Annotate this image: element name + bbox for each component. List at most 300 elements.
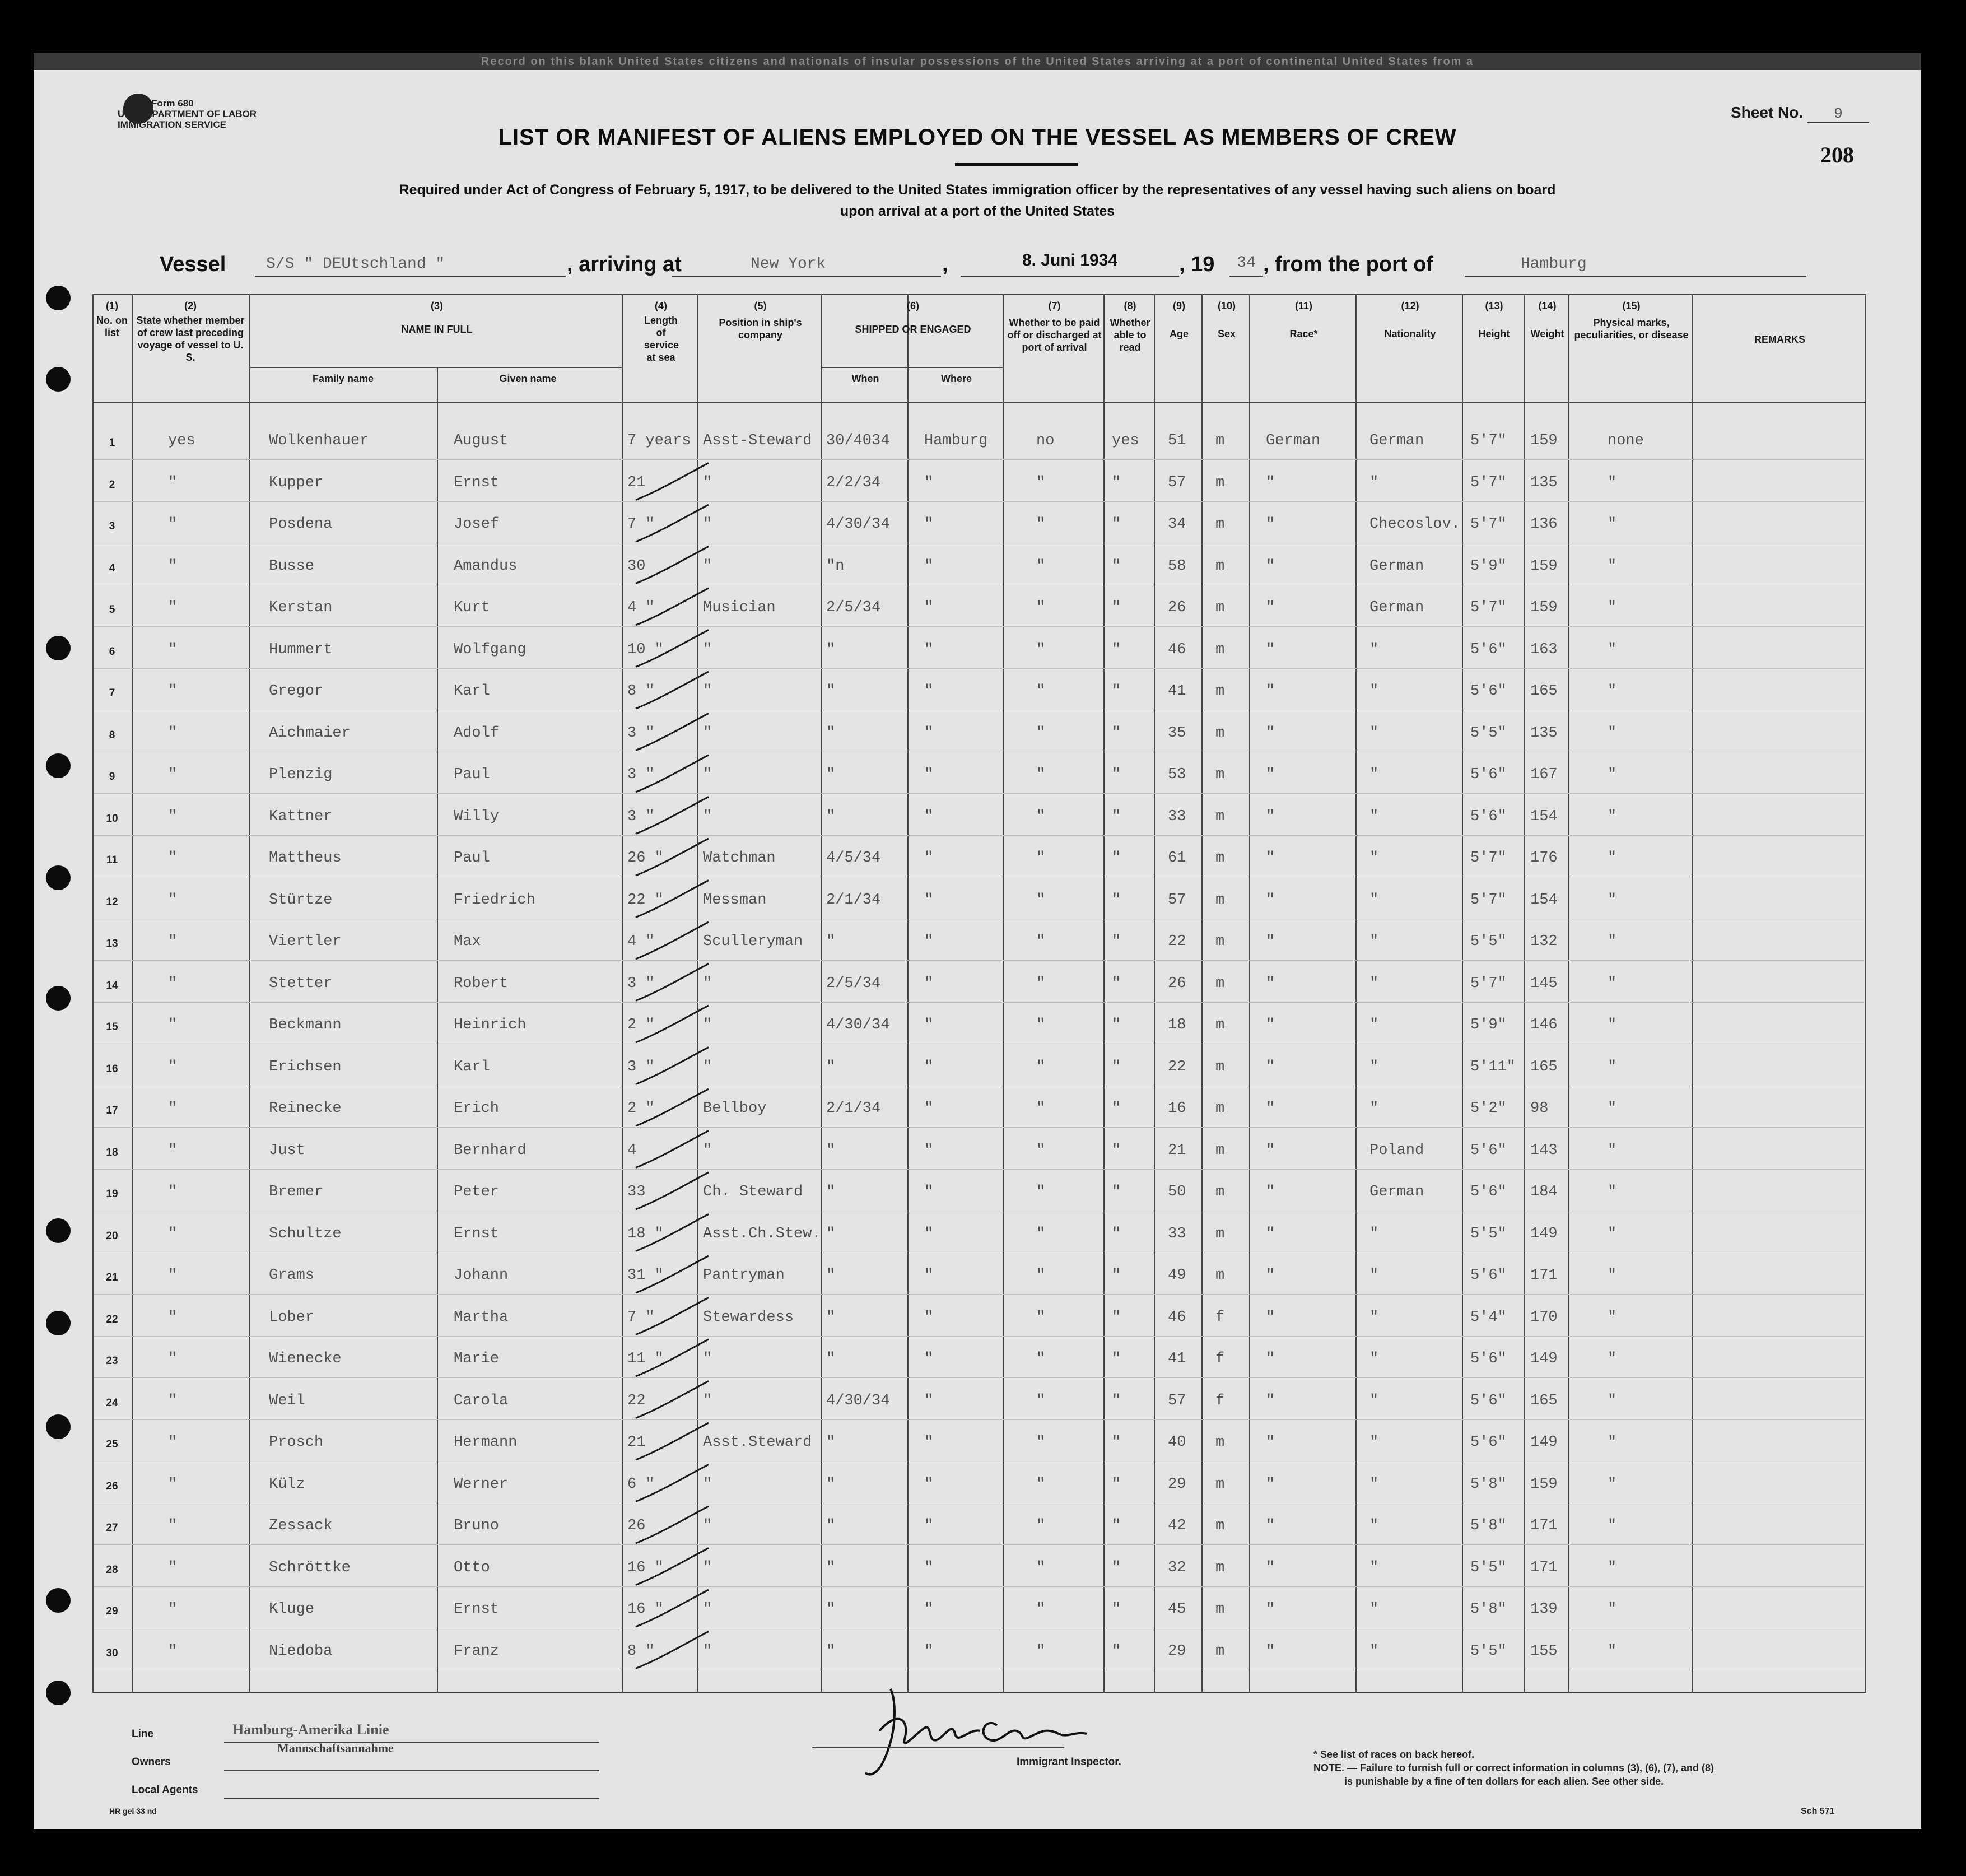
family-name-cell: Posdena (269, 516, 333, 533)
family-name-cell: Schröttke (269, 1559, 351, 1576)
form-number: Form 680 (151, 98, 194, 109)
shipped-when-cell: " (826, 1058, 836, 1076)
paid-off-cell: " (1036, 1601, 1046, 1618)
prev-voyage-cell: yes (168, 432, 195, 449)
shipped-where-cell: " (924, 724, 934, 742)
header-weight: (14) Weight (1530, 300, 1564, 339)
shipped-when-cell: " (826, 1225, 836, 1242)
height-cell: 5'6" (1470, 1392, 1507, 1409)
check-slash (636, 1172, 709, 1209)
height-cell: 5'5" (1470, 933, 1507, 950)
position-cell: " (703, 1351, 712, 1367)
arrival-date: 8. Juni 1934 (961, 251, 1179, 277)
service-length-cell: 3 " (627, 975, 655, 992)
arriving-value: New York (672, 252, 941, 277)
able-read-cell: " (1112, 1517, 1121, 1534)
physical-marks-cell: " (1608, 1351, 1617, 1367)
physical-marks-cell: " (1608, 557, 1617, 575)
shipped-where-cell: " (924, 557, 934, 575)
shipped-where-cell: " (924, 1225, 934, 1242)
race-cell: " (1266, 557, 1275, 575)
family-name-cell: Aichmaier (269, 724, 351, 742)
height-cell: 5'2" (1470, 1100, 1507, 1117)
race-cell: " (1266, 724, 1275, 742)
shipped-when-cell: 4/30/34 (826, 1392, 890, 1409)
age-cell: 33 (1168, 1225, 1186, 1242)
header-sex: (10) Sex (1217, 300, 1236, 339)
shipped-where-cell: " (924, 683, 934, 700)
position-cell: " (703, 1517, 712, 1534)
form-service: IMMIGRATION SERVICE (118, 119, 226, 130)
able-read-cell: yes (1112, 432, 1139, 449)
prev-voyage-cell: " (168, 1058, 178, 1076)
shipped-when-cell: " (826, 724, 836, 742)
age-cell: 26 (1168, 599, 1186, 616)
service-slash-marks (34, 53, 1921, 1829)
row-number: 25 (106, 1439, 118, 1450)
family-name-cell: Viertler (269, 933, 342, 950)
shipped-where-cell: " (924, 1517, 934, 1534)
sex-cell: m (1215, 1601, 1225, 1618)
header-race: (11) Race* (1289, 300, 1318, 339)
service-length-cell: 7 " (627, 1309, 655, 1326)
line-label: Line (132, 1728, 154, 1740)
service-length-cell: 21 (627, 1434, 646, 1451)
shipped-where-cell: " (924, 1434, 934, 1451)
position-cell: " (703, 1017, 712, 1034)
service-length-cell: 22 " (627, 891, 664, 909)
shipped-when-cell: 2/1/34 (826, 1100, 881, 1117)
prev-voyage-cell: " (168, 766, 178, 783)
sex-cell: m (1215, 1184, 1225, 1200)
race-cell: " (1266, 1642, 1275, 1660)
shipped-when-cell: 4/5/34 (826, 850, 881, 867)
able-read-cell: " (1112, 1642, 1121, 1660)
family-name-cell: Bremer (269, 1184, 324, 1200)
nationality-cell: " (1369, 1100, 1379, 1117)
row-number: 26 (106, 1480, 118, 1492)
race-cell: " (1266, 641, 1275, 658)
weight-cell: 170 (1530, 1309, 1558, 1326)
position-cell: Asst-Steward (703, 432, 812, 449)
sex-cell: m (1215, 1475, 1225, 1493)
weight-cell: 146 (1530, 1017, 1558, 1034)
given-name-cell: Friedrich (454, 891, 535, 909)
nationality-cell: " (1369, 1601, 1379, 1618)
shipped-where-cell: " (924, 1100, 934, 1117)
race-cell: " (1266, 808, 1275, 825)
paid-off-cell: " (1036, 1392, 1046, 1409)
paid-off-cell: " (1036, 474, 1046, 491)
service-length-cell: 2 " (627, 1017, 655, 1034)
sex-cell: m (1215, 933, 1225, 950)
weight-cell: 167 (1530, 766, 1558, 783)
band-text: Record on this blank United States citizens and nationals of insular possessions of the United States arriving at a port of continental United States from a (481, 55, 1474, 68)
shipped-when-cell: " (826, 1351, 836, 1367)
shipped-when-cell: " (826, 1642, 836, 1660)
service-length-cell: 11 " (627, 1351, 664, 1367)
age-cell: 34 (1168, 516, 1186, 533)
shipped-where-cell: " (924, 1642, 934, 1660)
able-read-cell: " (1112, 1601, 1121, 1618)
row-number: 22 (106, 1313, 118, 1325)
inspector-signature (812, 1678, 1148, 1790)
race-cell: " (1266, 516, 1275, 533)
shipped-when-cell: " (826, 641, 836, 658)
year-value: 34 (1229, 251, 1263, 277)
position-cell: " (703, 557, 712, 575)
local-agents-underline (224, 1798, 599, 1799)
height-cell: 5'6" (1470, 1142, 1507, 1159)
paid-off-cell: " (1036, 766, 1046, 783)
prev-voyage-cell: " (168, 850, 178, 867)
prev-voyage-cell: " (168, 724, 178, 742)
physical-marks-cell: " (1608, 599, 1617, 616)
nationality-cell: " (1369, 641, 1379, 658)
age-cell: 58 (1168, 557, 1186, 575)
check-slash (636, 1131, 709, 1168)
shipped-when-cell: " (826, 1309, 836, 1326)
shipped-when-cell: " (826, 1475, 836, 1493)
shipped-when-cell: "n (826, 557, 845, 575)
shipped-where-cell: " (924, 1058, 934, 1076)
given-name-cell: Carola (454, 1392, 509, 1409)
height-cell: 5'6" (1470, 1351, 1507, 1367)
prev-voyage-cell: " (168, 1351, 178, 1367)
sex-cell: m (1215, 724, 1225, 742)
service-length-cell: 4 (627, 1142, 637, 1159)
paid-off-cell: " (1036, 1017, 1046, 1034)
check-slash (636, 714, 709, 751)
row-number: 1 (109, 437, 115, 449)
family-name-cell: Grams (269, 1267, 315, 1284)
given-name-cell: Marie (454, 1351, 500, 1367)
position-cell: Asst.Steward (703, 1434, 812, 1451)
able-read-cell: " (1112, 599, 1121, 616)
owners-underline (224, 1770, 599, 1771)
row-number: 2 (109, 478, 115, 491)
owners-value: Mannschaftsannahme (277, 1741, 394, 1755)
position-cell: " (703, 1142, 712, 1159)
service-length-cell: 4 " (627, 599, 655, 616)
physical-marks-cell: " (1608, 766, 1617, 783)
shipped-where-cell: " (924, 516, 934, 533)
nationality-cell: German (1369, 557, 1424, 575)
nationality-cell: " (1369, 1475, 1379, 1493)
header-able-read: (8) Whether able to read (1110, 300, 1150, 353)
paid-off-cell: " (1036, 1559, 1046, 1576)
able-read-cell: " (1112, 1559, 1121, 1576)
physical-marks-cell: " (1608, 1601, 1617, 1618)
nationality-cell: " (1369, 1434, 1379, 1451)
shipped-where-cell: " (924, 1601, 934, 1618)
service-length-cell: 26 " (627, 850, 664, 867)
check-slash (636, 630, 709, 667)
family-name-cell: Hummert (269, 641, 333, 658)
row-number: 12 (106, 896, 118, 908)
shipped-where-cell: " (924, 766, 934, 783)
able-read-cell: " (1112, 1017, 1121, 1034)
sex-cell: m (1215, 850, 1225, 867)
weight-cell: 135 (1530, 474, 1558, 491)
physical-marks-cell: " (1608, 1309, 1617, 1326)
paid-off-cell: " (1036, 1475, 1046, 1493)
service-length-cell: 6 " (627, 1475, 655, 1493)
paid-off-cell: " (1036, 599, 1046, 616)
row-number: 3 (109, 520, 115, 532)
check-slash (636, 1632, 709, 1669)
given-name-cell: Max (454, 933, 481, 950)
physical-marks-cell: " (1608, 1434, 1617, 1451)
position-cell: " (703, 975, 712, 992)
prev-voyage-cell: " (168, 1392, 178, 1409)
race-cell: " (1266, 474, 1275, 491)
weight-cell: 165 (1530, 1392, 1558, 1409)
row-number: 17 (106, 1105, 118, 1116)
sex-cell: m (1215, 516, 1225, 533)
weight-cell: 136 (1530, 516, 1558, 533)
prev-voyage-cell: " (168, 1017, 178, 1034)
shipped-when-cell: " (826, 1434, 836, 1451)
height-cell: 5'7" (1470, 975, 1507, 992)
subtitle-line-1: Required under Act of Congress of February 5, 1917, to be delivered to the United States immigration officer by the representatives of any vessel having such aliens on board (399, 182, 1556, 198)
age-cell: 61 (1168, 850, 1186, 867)
shipped-when-cell: " (826, 933, 836, 950)
shipped-where-cell: " (924, 808, 934, 825)
family-name-cell: Wienecke (269, 1351, 342, 1367)
paid-off-cell: " (1036, 1100, 1046, 1117)
shipped-where-cell: " (924, 850, 934, 867)
nationality-cell: German (1369, 432, 1424, 449)
given-name-cell: Franz (454, 1642, 500, 1660)
nationality-cell: " (1369, 1392, 1379, 1409)
header-no: (1) No. on list (96, 300, 128, 338)
row-number: 10 (106, 812, 118, 825)
height-cell: 5'7" (1470, 474, 1507, 491)
paid-off-cell: " (1036, 1225, 1046, 1242)
nationality-cell: German (1369, 599, 1424, 616)
sex-cell: m (1215, 891, 1225, 909)
given-name-cell: Karl (454, 1058, 490, 1076)
able-read-cell: " (1112, 933, 1121, 950)
shipped-where-cell: " (924, 1559, 934, 1576)
paid-off-cell: " (1036, 1184, 1046, 1200)
family-name-cell: Just (269, 1142, 305, 1159)
age-cell: 49 (1168, 1267, 1186, 1284)
nationality-cell: " (1369, 683, 1379, 700)
nationality-cell: " (1369, 1309, 1379, 1326)
race-cell: " (1266, 1142, 1275, 1159)
nationality-cell: " (1369, 1225, 1379, 1242)
paid-off-cell: " (1036, 1309, 1046, 1326)
race-cell: " (1266, 933, 1275, 950)
nationality-cell: " (1369, 1267, 1379, 1284)
note-line-1: NOTE. — Failure to furnish full or correct information in columns (3), (6), (7), and (8) (1313, 1762, 1715, 1773)
height-cell: 5'5" (1470, 1559, 1507, 1576)
position-cell: Stewardess (703, 1309, 794, 1326)
nationality-cell: " (1369, 1017, 1379, 1034)
age-cell: 29 (1168, 1642, 1186, 1660)
service-length-cell: 16 " (627, 1559, 664, 1576)
position-cell: " (703, 808, 712, 825)
shipped-where-cell: " (924, 1184, 934, 1200)
note-line-2: is punishable by a fine of ten dollars for each alien. See other side. (1344, 1776, 1664, 1787)
prev-voyage-cell: " (168, 891, 178, 909)
position-cell: Messman (703, 891, 767, 909)
check-slash (636, 547, 709, 584)
subtitle-line-2: upon arrival at a port of the United States (840, 203, 1115, 219)
service-length-cell: 33 (627, 1184, 646, 1200)
sex-cell: m (1215, 1100, 1225, 1117)
note-races: * See list of races on back hereof. (1313, 1749, 1475, 1760)
position-cell: " (703, 1642, 712, 1660)
able-read-cell: " (1112, 557, 1121, 575)
age-cell: 21 (1168, 1142, 1186, 1159)
service-length-cell: 7 " (627, 516, 655, 533)
shipped-when-cell: 2/5/34 (826, 599, 881, 616)
given-name-cell: Werner (454, 1475, 509, 1493)
nationality-cell: Poland (1369, 1142, 1424, 1159)
height-cell: 5'8" (1470, 1601, 1507, 1618)
row-number: 4 (109, 562, 115, 574)
prev-voyage-cell: " (168, 933, 178, 950)
weight-cell: 155 (1530, 1642, 1558, 1660)
age-cell: 41 (1168, 1351, 1186, 1367)
given-name-cell: Robert (454, 975, 509, 992)
able-read-cell: " (1112, 1184, 1121, 1200)
prev-voyage-cell: " (168, 516, 178, 533)
height-cell: 5'7" (1470, 599, 1507, 616)
header-position: (5) Position in ship's company (719, 300, 802, 341)
race-cell: " (1266, 891, 1275, 909)
row-number: 28 (106, 1563, 118, 1576)
height-cell: 5'5" (1470, 1225, 1507, 1242)
family-name-cell: Zessack (269, 1517, 333, 1534)
row-number: 24 (106, 1396, 118, 1409)
sex-cell: m (1215, 432, 1225, 449)
family-name-cell: Erichsen (269, 1058, 342, 1076)
weight-cell: 154 (1530, 891, 1558, 909)
family-name-cell: Gregor (269, 683, 324, 700)
shipped-when-cell: " (826, 766, 836, 783)
able-read-cell: " (1112, 1309, 1121, 1326)
paid-off-cell: " (1036, 891, 1046, 909)
shipped-where-cell: Hamburg (924, 432, 988, 449)
paid-off-cell: " (1036, 516, 1046, 533)
sex-cell: m (1215, 766, 1225, 783)
stamp-number: 208 (1820, 142, 1854, 167)
row-number: 19 (106, 1188, 118, 1200)
prev-voyage-cell: " (168, 683, 178, 700)
prev-voyage-cell: " (168, 1142, 178, 1159)
check-slash (636, 588, 709, 625)
age-cell: 53 (1168, 766, 1186, 783)
shipped-when-cell: 30/4034 (826, 432, 890, 449)
weight-cell: 154 (1530, 808, 1558, 825)
sex-cell: m (1215, 1642, 1225, 1660)
page-title: LIST OR MANIFEST OF ALIENS EMPLOYED ON THE VESSEL AS MEMBERS OF CREW (498, 125, 1457, 150)
weight-cell: 149 (1530, 1351, 1558, 1367)
age-cell: 22 (1168, 1058, 1186, 1076)
paid-off-cell: " (1036, 1142, 1046, 1159)
weight-cell: 171 (1530, 1517, 1558, 1534)
service-length-cell: 3 " (627, 808, 655, 825)
given-name-cell: Amandus (454, 557, 518, 575)
sex-cell: f (1215, 1309, 1225, 1326)
weight-cell: 145 (1530, 975, 1558, 992)
given-name-cell: Bernhard (454, 1142, 527, 1159)
shipped-when-cell: 4/30/34 (826, 516, 890, 533)
able-read-cell: " (1112, 1392, 1121, 1409)
able-read-cell: " (1112, 975, 1121, 992)
family-name-cell: Stetter (269, 975, 333, 992)
check-slash (636, 1339, 709, 1376)
sex-cell: m (1215, 1017, 1225, 1034)
weight-cell: 176 (1530, 850, 1558, 867)
paid-off-cell: " (1036, 1267, 1046, 1284)
given-name-cell: Johann (454, 1267, 509, 1284)
check-slash (636, 1381, 709, 1418)
paid-off-cell: " (1036, 1517, 1046, 1534)
age-cell: 50 (1168, 1184, 1186, 1200)
family-name-cell: Kerstan (269, 599, 333, 616)
physical-marks-cell: " (1608, 1100, 1617, 1117)
able-read-cell: " (1112, 1267, 1121, 1284)
row-number: 30 (106, 1647, 118, 1659)
shipped-when-cell: 2/1/34 (826, 891, 881, 909)
header-physical-marks: (15) Physical marks, peculiarities, or disease (1574, 300, 1689, 341)
header-shipped: (6) SHIPPED OR ENGAGED (855, 300, 971, 335)
position-cell: " (703, 474, 712, 491)
service-length-cell: 18 " (627, 1225, 664, 1242)
nationality-cell: " (1369, 1559, 1379, 1576)
position-cell: " (703, 766, 712, 783)
sex-cell: m (1215, 1267, 1225, 1284)
race-cell: " (1266, 599, 1275, 616)
nationality-cell: " (1369, 1058, 1379, 1076)
prev-voyage-cell: " (168, 1184, 178, 1200)
header-where: Where (940, 373, 972, 384)
check-slash (636, 797, 709, 834)
shipped-when-cell: 4/30/34 (826, 1017, 890, 1034)
race-cell: " (1266, 850, 1275, 867)
race-cell: " (1266, 1475, 1275, 1493)
physical-marks-cell: " (1608, 516, 1617, 533)
sex-cell: m (1215, 683, 1225, 700)
paid-off-cell: " (1036, 808, 1046, 825)
header-given-name: Given name (499, 373, 557, 384)
check-slash (636, 1089, 709, 1126)
shipped-where-cell: " (924, 1017, 934, 1034)
given-name-cell: Ernst (454, 1601, 500, 1618)
prev-voyage-cell: " (168, 599, 178, 616)
family-name-cell: Prosch (269, 1434, 324, 1451)
weight-cell: 149 (1530, 1225, 1558, 1242)
race-cell: " (1266, 1517, 1275, 1534)
check-slash (636, 922, 709, 959)
row-number: 21 (106, 1272, 118, 1283)
sch-code: Sch 571 (1801, 1807, 1835, 1816)
check-slash (636, 881, 709, 918)
weight-cell: 184 (1530, 1184, 1558, 1200)
service-length-cell: 3 " (627, 766, 655, 783)
check-slash (636, 672, 709, 709)
physical-marks-cell: " (1608, 1184, 1617, 1200)
shipped-where-cell: " (924, 1392, 934, 1409)
local-agents-label: Local Agents (132, 1784, 198, 1796)
weight-cell: 143 (1530, 1142, 1558, 1159)
sex-cell: m (1215, 1434, 1225, 1451)
